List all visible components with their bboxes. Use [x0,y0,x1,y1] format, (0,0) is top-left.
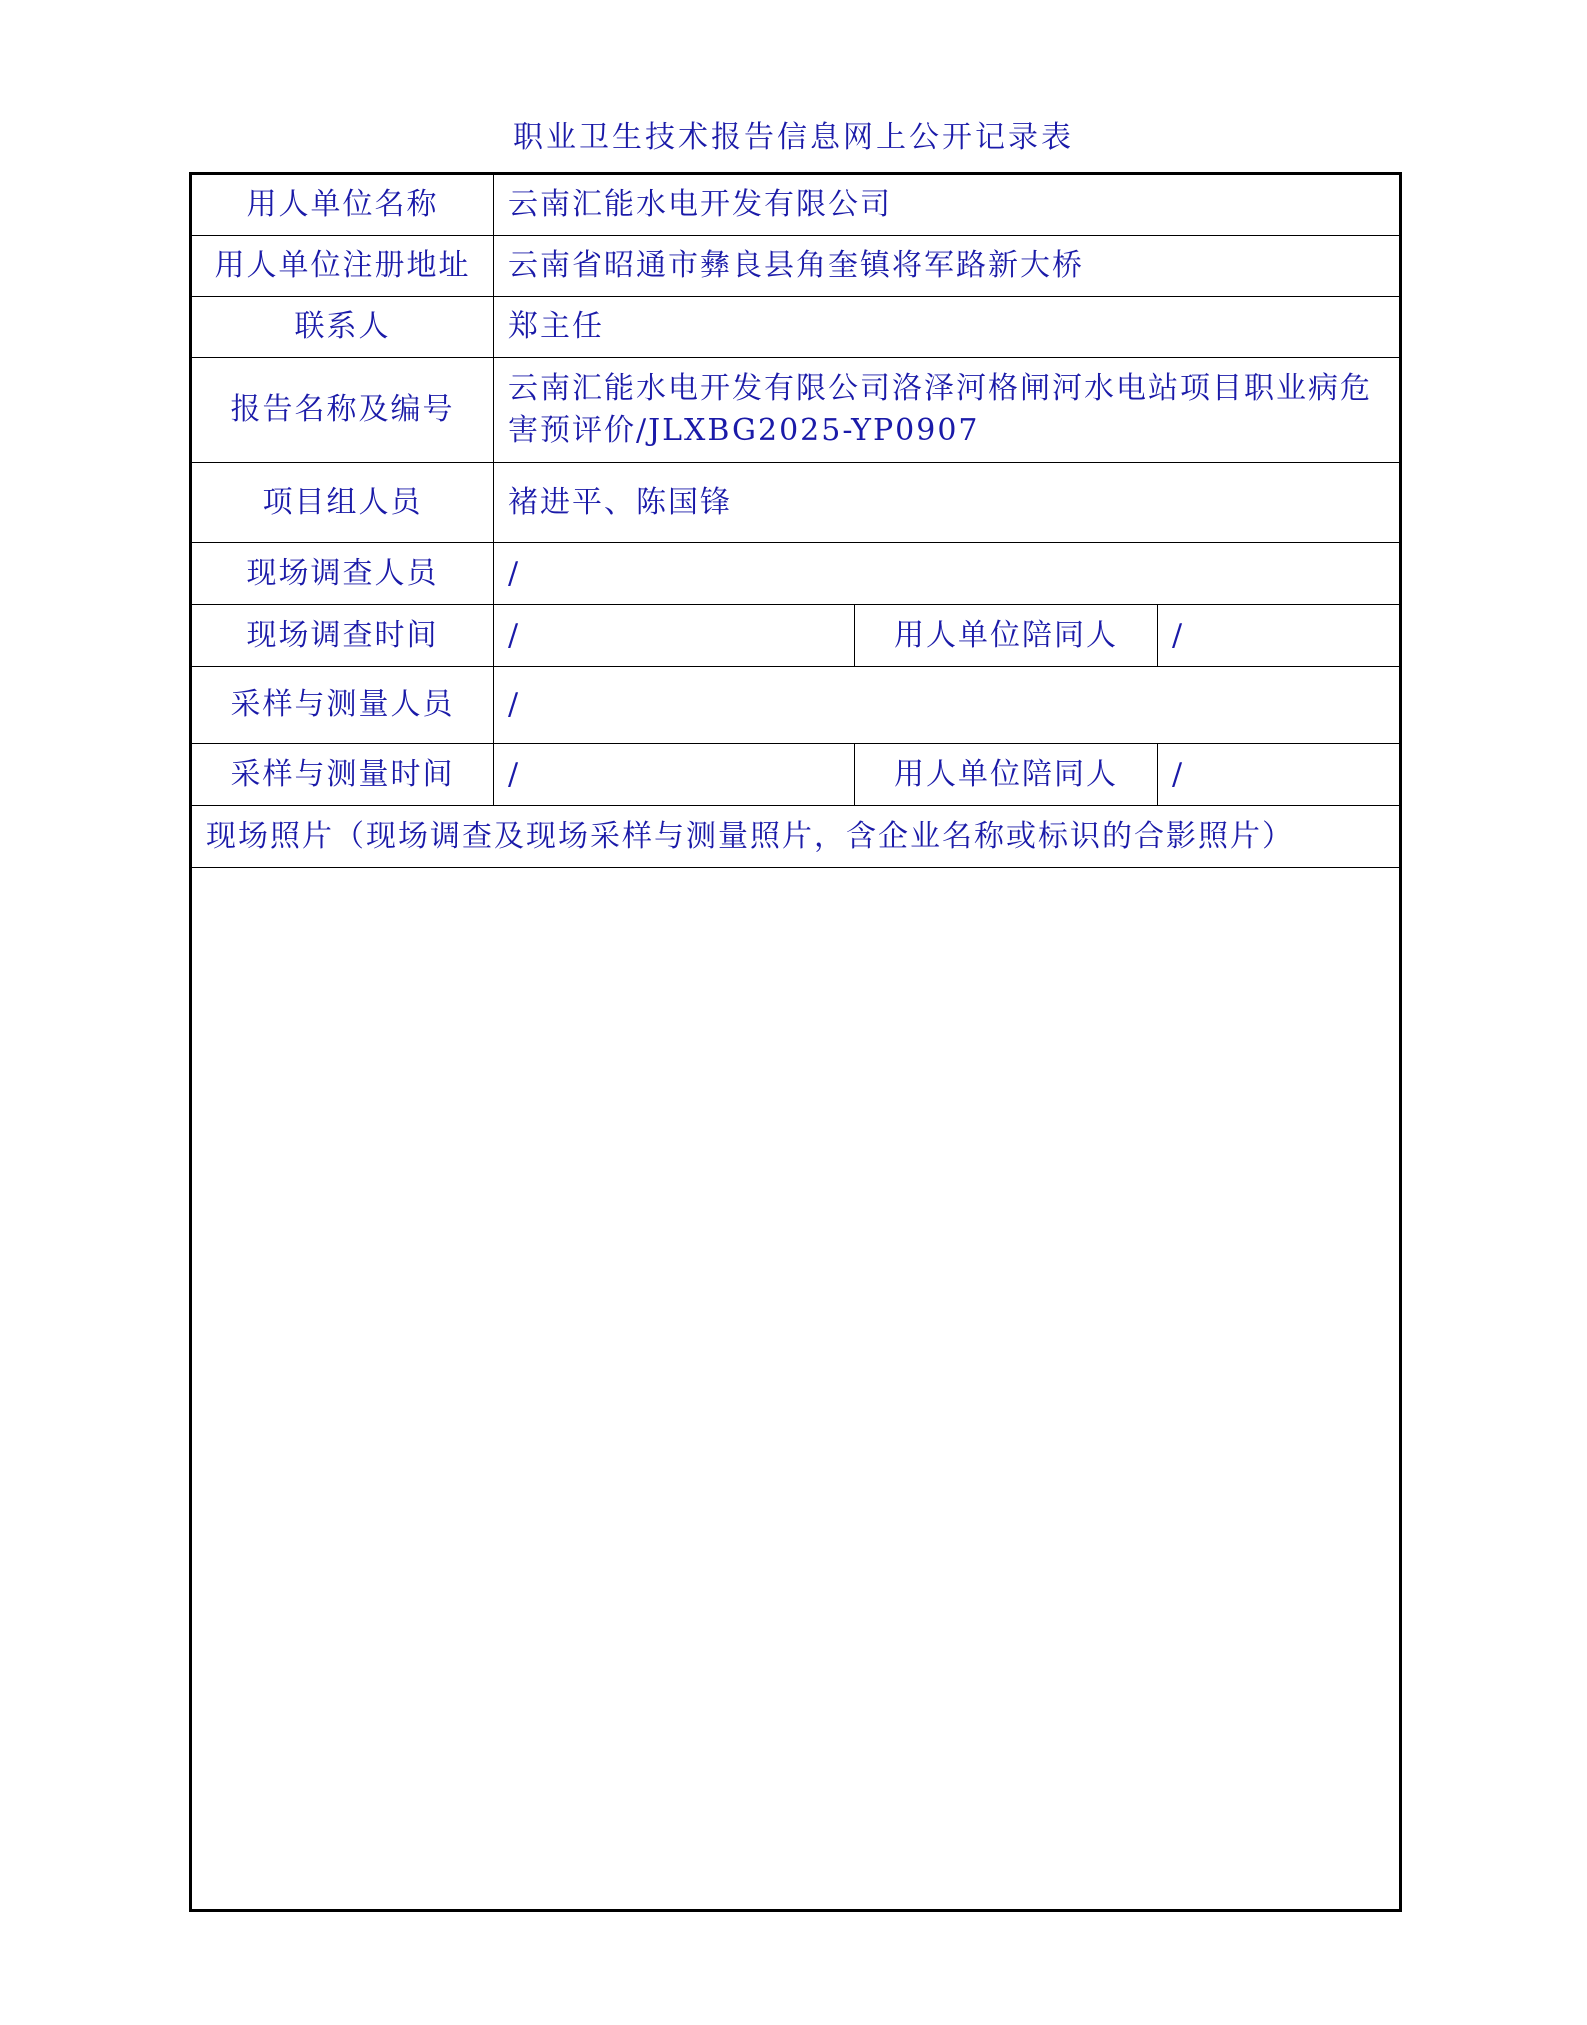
contact-value: 郑主任 [494,297,1401,358]
sampling-staff-row [191,667,1401,744]
survey-time-label: 现场调查时间 [191,605,494,667]
survey-staff-label: 现场调查人员 [191,543,494,605]
team-label: 项目组人员 [191,463,494,543]
sampling-staff-value: / [494,667,1401,744]
sampling-time-row [191,744,1401,806]
sampling-time-value: / [494,744,855,806]
contact-row [191,297,1401,358]
survey-companion-label: 用人单位陪同人 [855,605,1158,667]
photos-area [191,868,1401,1911]
survey-staff-value: / [494,543,1401,605]
employer-name-row [191,174,1401,236]
photos-header: 现场照片（现场调查及现场采样与测量照片，含企业名称或标识的合影照片） [191,806,1401,868]
team-value: 褚进平、陈国锋 [494,463,1401,543]
survey-time-value: / [494,605,855,667]
employer-address-value: 云南省昭通市彝良县角奎镇将军路新大桥 [494,236,1401,297]
report-row [191,358,1401,463]
employer-name-value: 云南汇能水电开发有限公司 [494,174,1401,236]
sampling-time-label: 采样与测量时间 [191,744,494,806]
photos-header-row [191,806,1401,868]
survey-staff-row [191,543,1401,605]
survey-time-row [191,605,1401,667]
employer-address-label: 用人单位注册地址 [191,236,494,297]
record-table [189,172,1402,1912]
report-value: 云南汇能水电开发有限公司洛泽河格闸河水电站项目职业病危害预评价/JLXBG2025-YP0907 [494,358,1401,463]
document-title: 职业卫生技术报告信息网上公开记录表 [513,120,1074,155]
sampling-companion-value: / [1158,744,1401,806]
employer-address-row [191,236,1401,297]
employer-name-label: 用人单位名称 [191,174,494,236]
sampling-staff-label: 采样与测量人员 [191,667,494,744]
survey-companion-value: / [1158,605,1401,667]
team-row [191,463,1401,543]
photos-area-row [191,868,1401,1911]
sampling-companion-label: 用人单位陪同人 [855,744,1158,806]
report-label: 报告名称及编号 [191,358,494,463]
contact-label: 联系人 [191,297,494,358]
